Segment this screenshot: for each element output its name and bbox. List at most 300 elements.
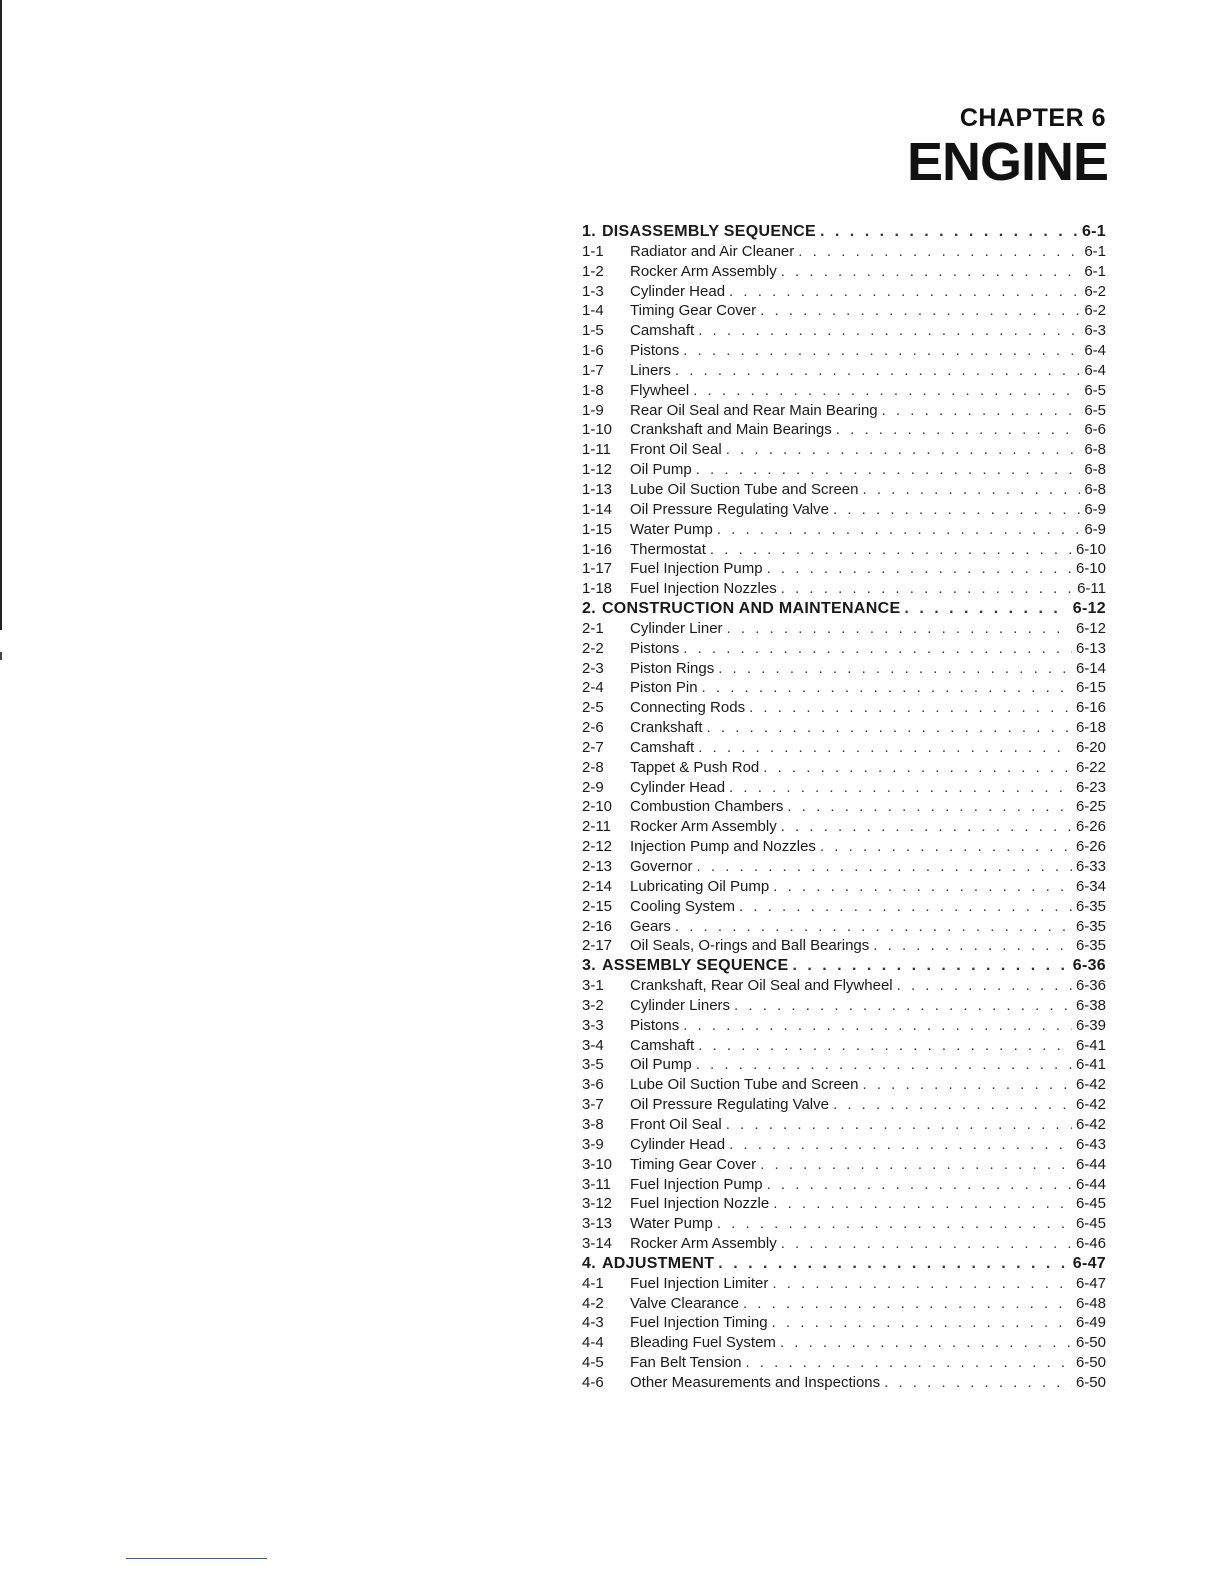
toc-leader-dots	[696, 460, 1081, 480]
toc-entry-number: 2-11	[582, 818, 611, 836]
toc-leader-dots	[882, 401, 1081, 421]
toc-entry-page: 6-1	[1084, 242, 1106, 260]
toc-entry-title: Fuel Injection Timing	[630, 1314, 768, 1332]
toc-entry-title: Governor	[630, 858, 693, 875]
toc-item-row	[582, 936, 1106, 956]
toc-leader-dots	[745, 1353, 1072, 1373]
toc-leader-dots	[729, 282, 1080, 302]
toc-entry-title: Fuel Injection Nozzles	[630, 580, 777, 598]
toc-item-row	[582, 678, 1106, 698]
toc-entry-page: 6-8	[1084, 441, 1106, 459]
toc-leader-dots	[772, 1313, 1072, 1333]
toc-entry-page: 6-50	[1075, 1354, 1106, 1372]
toc-entry-title: Crankshaft and Main Bearings	[630, 421, 832, 439]
toc-entry-number: 3-11	[582, 1175, 611, 1193]
toc-entry-number: 1-3	[582, 282, 604, 300]
toc-entry-number: 1.	[582, 223, 596, 240]
toc-entry-number: 1-4	[582, 302, 604, 320]
toc-entry-number: 3-9	[582, 1135, 604, 1153]
toc-entry-page: 6-15	[1075, 679, 1106, 697]
toc-entry-page: 6-14	[1075, 659, 1106, 677]
toc-entry-page: 6-38	[1075, 996, 1106, 1014]
toc-entry-page: 6-46	[1075, 1235, 1106, 1253]
toc-entry-title: Cylinder Head	[630, 282, 726, 300]
toc-item-row	[582, 1075, 1106, 1095]
toc-entry-number: 2-6	[582, 719, 604, 737]
toc-leader-dots	[675, 361, 1080, 381]
toc-item-row	[582, 1095, 1106, 1115]
toc-entry-title: Cylinder Liner	[630, 619, 723, 637]
toc-entry-number: 2-9	[582, 778, 604, 796]
toc-item-row	[582, 1313, 1106, 1333]
toc-entry-page: 6-26	[1075, 838, 1106, 856]
toc-leader-dots	[727, 619, 1072, 639]
toc-entry-number: 3-1	[582, 977, 604, 995]
toc-entry-number: 2-5	[582, 699, 604, 717]
toc-entry-number: 4-5	[582, 1354, 604, 1372]
toc-item-row	[582, 520, 1106, 540]
toc-entry-title: Tappet & Push Rod	[630, 758, 760, 776]
toc-entry-page: 6-16	[1075, 699, 1106, 717]
toc-entry-number: 1-5	[582, 322, 604, 340]
toc-item-row	[582, 440, 1106, 460]
toc-item-row	[582, 341, 1106, 361]
toc-entry-title: Pistons	[630, 342, 680, 360]
toc-entry-page: 6-41	[1075, 1056, 1106, 1074]
toc-entry-title: Rear Oil Seal and Rear Main Bearing	[630, 401, 878, 419]
toc-entry-title: Fuel Injection Limiter	[630, 1274, 769, 1292]
toc-entry-page: 6-47	[1075, 1274, 1106, 1292]
toc-entry-page: 6-44	[1075, 1175, 1106, 1193]
toc-leader-dots	[726, 1115, 1072, 1135]
toc-item-row	[582, 301, 1106, 321]
toc-entry-title: Front Oil Seal	[630, 1115, 722, 1133]
toc-item-row	[582, 817, 1106, 837]
toc-entry-page: 6-25	[1075, 798, 1106, 816]
toc-entry-title: Gears	[630, 917, 671, 935]
toc-entry-title: Fuel Injection Pump	[630, 1175, 763, 1193]
toc-entry-title: Flywheel	[630, 381, 690, 399]
toc-entry-number: 2-17	[582, 937, 613, 955]
toc-entry-title: Crankshaft, Rear Oil Seal and Flywheel	[630, 977, 893, 995]
toc-leader-dots	[833, 500, 1080, 520]
toc-leader-dots	[780, 1333, 1072, 1353]
toc-leader-dots	[781, 579, 1073, 599]
toc-entry-title: Camshaft	[630, 1036, 695, 1054]
toc-entry-title: DISASSEMBLY SEQUENCE	[601, 223, 817, 240]
toc-item-row	[582, 738, 1106, 758]
toc-item-row	[582, 480, 1106, 500]
toc-item-row	[582, 321, 1106, 341]
toc-entry-page: 6-4	[1084, 361, 1106, 379]
toc-leader-dots	[702, 678, 1072, 698]
toc-section-row	[582, 956, 1106, 976]
toc-entry-number: 3-12	[582, 1195, 613, 1213]
bottom-rule	[126, 1558, 267, 1559]
toc-entry-number: 1-16	[582, 540, 613, 558]
toc-entry-page: 6-3	[1084, 322, 1106, 340]
toc-leader-dots	[884, 1373, 1072, 1393]
toc-leader-dots	[698, 738, 1072, 758]
toc-item-row	[582, 797, 1106, 817]
toc-entry-number: 3-4	[582, 1036, 604, 1054]
toc-leader-dots	[739, 897, 1072, 917]
toc-leader-dots	[683, 341, 1080, 361]
toc-item-row	[582, 718, 1106, 738]
toc-leader-dots	[904, 599, 1068, 619]
toc-item-row	[582, 1016, 1106, 1036]
toc-entry-title: Oil Pressure Regulating Valve	[630, 1096, 829, 1114]
toc-item-row	[582, 460, 1106, 480]
toc-entry-page: 6-10	[1075, 560, 1106, 578]
toc-entry-number: 1-18	[582, 580, 613, 598]
toc-entry-number: 1-2	[582, 262, 604, 280]
left-margin-rule	[0, 0, 2, 630]
toc-entry-title: Valve Clearance	[630, 1294, 739, 1312]
toc-entry-title: Oil Pump	[630, 461, 692, 479]
toc-entry-number: 3-14	[582, 1235, 613, 1253]
toc-leader-dots	[781, 1234, 1072, 1254]
toc-item-row	[582, 897, 1106, 917]
toc-entry-number: 4-2	[582, 1294, 604, 1312]
toc-entry-title: ADJUSTMENT	[601, 1254, 715, 1272]
toc-entry-title: Camshaft	[630, 738, 695, 756]
toc-entry-page: 6-5	[1084, 401, 1106, 419]
toc-entry-number: 2-7	[582, 738, 604, 756]
toc-leader-dots	[683, 639, 1072, 659]
toc-entry-page: 6-23	[1075, 778, 1106, 796]
toc-entry-number: 2-2	[582, 639, 604, 657]
toc-leader-dots	[781, 817, 1072, 837]
toc-entry-title: Water Pump	[630, 520, 713, 538]
toc-item-row	[582, 758, 1106, 778]
toc-entry-number: 4-3	[582, 1314, 604, 1332]
toc-entry-page: 6-4	[1084, 342, 1106, 360]
toc-entry-number: 3-8	[582, 1115, 604, 1133]
toc-item-row	[582, 837, 1106, 857]
toc-entry-number: 3-3	[582, 1016, 604, 1034]
toc-entry-page: 6-39	[1075, 1016, 1106, 1034]
toc-leader-dots	[773, 1194, 1072, 1214]
toc-entry-title: Rocker Arm Assembly	[630, 1235, 777, 1253]
toc-leader-dots	[836, 420, 1081, 440]
toc-entry-number: 2-16	[582, 917, 613, 935]
toc-item-row	[582, 1055, 1106, 1075]
toc-leader-dots	[718, 1254, 1068, 1274]
toc-entry-title: CONSTRUCTION AND MAINTENANCE	[601, 600, 901, 618]
toc-leader-dots	[717, 520, 1081, 540]
toc-entry-page: 6-5	[1084, 381, 1106, 399]
toc-leader-dots	[707, 718, 1072, 738]
toc-leader-dots	[710, 540, 1072, 560]
toc-leader-dots	[897, 976, 1072, 996]
toc-entry-number: 1-1	[582, 242, 604, 260]
toc-item-row	[582, 1353, 1106, 1373]
toc-entry-number: 4-1	[582, 1274, 604, 1292]
toc-entry-page: 6-8	[1084, 461, 1106, 479]
toc-entry-title: Fan Belt Tension	[630, 1354, 742, 1372]
toc-entry-page: 6-20	[1075, 738, 1106, 756]
toc-entry-number: 1-17	[582, 560, 613, 578]
toc-entry-title: Timing Gear Cover	[630, 1155, 757, 1173]
toc-entry-title: Camshaft	[630, 322, 695, 340]
toc-section-row	[582, 1254, 1106, 1274]
toc-entry-page: 6-10	[1075, 540, 1106, 558]
toc-entry-title: Lubricating Oil Pump	[630, 877, 770, 895]
toc-leader-dots	[792, 956, 1068, 976]
toc-entry-page: 6-1	[1081, 223, 1106, 240]
toc-entry-number: 1-8	[582, 381, 604, 399]
toc-entry-number: 2-13	[582, 858, 613, 875]
chapter-label: CHAPTER 6	[959, 104, 1106, 132]
toc-entry-page: 6-34	[1075, 877, 1106, 895]
left-margin-mark	[0, 652, 2, 660]
toc-entry-page: 6-2	[1084, 282, 1106, 300]
toc-item-row	[582, 659, 1106, 679]
toc-entry-number: 2.	[582, 600, 596, 618]
toc-entry-title: Piston Pin	[630, 679, 698, 697]
toc-item-row	[582, 500, 1106, 520]
toc-item-row	[582, 1036, 1106, 1056]
toc-entry-number: 1-12	[582, 461, 613, 479]
toc-leader-dots	[760, 301, 1080, 321]
toc-entry-number: 2-14	[582, 877, 613, 895]
toc-leader-dots	[749, 698, 1072, 718]
toc-entry-number: 4-4	[582, 1334, 604, 1352]
toc-entry-title: Front Oil Seal	[630, 441, 722, 459]
toc-entry-number: 2-3	[582, 659, 604, 677]
toc-entry-number: 4.	[582, 1254, 596, 1272]
toc-leader-dots	[726, 440, 1081, 460]
toc-item-row	[582, 420, 1106, 440]
toc-item-row	[582, 917, 1106, 937]
toc-entry-number: 1-7	[582, 361, 604, 379]
toc-item-row	[582, 976, 1106, 996]
toc-entry-page: 6-22	[1075, 758, 1106, 776]
toc-leader-dots	[863, 480, 1081, 500]
toc-leader-dots	[760, 1155, 1072, 1175]
toc-item-row	[582, 361, 1106, 381]
toc-entry-page: 6-13	[1075, 639, 1106, 657]
toc-leader-dots	[873, 936, 1072, 956]
toc-entry-page: 6-45	[1075, 1215, 1106, 1233]
toc-leader-dots	[767, 559, 1072, 579]
toc-entry-page: 6-6	[1084, 421, 1106, 439]
toc-entry-title: Oil Pressure Regulating Valve	[630, 500, 829, 518]
toc-leader-dots	[675, 917, 1072, 937]
toc-entry-page: 6-18	[1075, 719, 1106, 737]
toc-entry-title: Cooling System	[630, 897, 736, 915]
toc-entry-page: 6-2	[1084, 302, 1106, 320]
toc-item-row	[582, 1333, 1106, 1353]
toc-entry-number: 3-2	[582, 996, 604, 1014]
toc-item-row	[582, 1135, 1106, 1155]
toc-entry-number: 3-13	[582, 1215, 613, 1233]
toc-entry-number: 1-14	[582, 500, 613, 518]
toc-entry-title: Fuel Injection Nozzle	[630, 1195, 770, 1213]
toc-entry-title: Combustion Chambers	[630, 798, 784, 816]
toc-entry-number: 1-9	[582, 401, 604, 419]
toc-entry-page: 6-12	[1075, 619, 1106, 637]
toc-entry-page: 6-26	[1075, 818, 1106, 836]
toc-item-row	[582, 778, 1106, 798]
toc-entry-page: 6-42	[1075, 1096, 1106, 1114]
toc-leader-dots	[734, 996, 1072, 1016]
table-of-contents	[582, 222, 1106, 1393]
toc-entry-page: 6-9	[1084, 520, 1106, 538]
toc-leader-dots	[820, 222, 1078, 242]
toc-leader-dots	[698, 321, 1080, 341]
toc-leader-dots	[772, 1274, 1072, 1294]
toc-entry-number: 4-6	[582, 1373, 604, 1391]
toc-item-row	[582, 1234, 1106, 1254]
toc-leader-dots	[683, 1016, 1072, 1036]
toc-entry-number: 2-10	[582, 798, 613, 816]
toc-entry-title: Cylinder Liners	[630, 996, 731, 1014]
toc-item-row	[582, 282, 1106, 302]
toc-entry-page: 6-35	[1075, 897, 1106, 915]
toc-entry-title: Radiator and Air Cleaner	[630, 242, 795, 260]
toc-item-row	[582, 857, 1106, 877]
toc-entry-title: Rocker Arm Assembly	[630, 818, 777, 836]
toc-entry-number: 2-12	[582, 838, 613, 856]
toc-entry-title: Piston Rings	[630, 659, 715, 677]
toc-entry-page: 6-45	[1075, 1195, 1106, 1213]
toc-entry-title: Thermostat	[630, 540, 706, 558]
toc-entry-number: 1-15	[582, 520, 613, 538]
toc-entry-number: 2-1	[582, 619, 604, 637]
toc-item-row	[582, 1115, 1106, 1135]
toc-leader-dots	[729, 778, 1072, 798]
toc-item-row	[582, 381, 1106, 401]
toc-item-row	[582, 877, 1106, 897]
toc-section-row	[582, 599, 1106, 619]
toc-entry-number: 1-11	[582, 441, 611, 459]
toc-leader-dots	[717, 1214, 1072, 1234]
toc-entry-number: 3-5	[582, 1056, 604, 1074]
toc-entry-title: Rocker Arm Assembly	[630, 262, 777, 280]
toc-leader-dots	[729, 1135, 1072, 1155]
toc-entry-page: 6-43	[1075, 1135, 1106, 1153]
toc-leader-dots	[833, 1095, 1072, 1115]
toc-leader-dots	[767, 1175, 1072, 1195]
toc-entry-page: 6-36	[1075, 977, 1106, 995]
toc-entry-page: 6-47	[1072, 1254, 1106, 1272]
toc-section-row	[582, 222, 1106, 242]
toc-entry-title: Pistons	[630, 639, 680, 657]
toc-entry-page: 6-9	[1084, 500, 1106, 518]
toc-leader-dots	[696, 1055, 1072, 1075]
toc-entry-page: 6-50	[1075, 1334, 1106, 1352]
toc-item-row	[582, 1294, 1106, 1314]
toc-entry-page: 6-36	[1072, 957, 1106, 975]
toc-entry-number: 3-10	[582, 1155, 613, 1173]
toc-entry-title: Fuel Injection Pump	[630, 560, 763, 578]
toc-leader-dots	[863, 1075, 1072, 1095]
toc-item-row	[582, 1373, 1106, 1393]
toc-leader-dots	[763, 758, 1072, 778]
toc-entry-title: Water Pump	[630, 1215, 713, 1233]
toc-entry-title: Oil Pump	[630, 1056, 692, 1074]
toc-leader-dots	[787, 797, 1072, 817]
toc-leader-dots	[773, 877, 1072, 897]
toc-entry-title: Lube Oil Suction Tube and Screen	[630, 1076, 859, 1094]
toc-entry-page: 6-8	[1084, 480, 1106, 498]
toc-leader-dots	[697, 857, 1072, 877]
toc-leader-dots	[820, 837, 1072, 857]
toc-item-row	[582, 1155, 1106, 1175]
toc-entry-number: 1-6	[582, 342, 604, 360]
toc-entry-page: 6-48	[1075, 1294, 1106, 1312]
toc-entry-number: 3.	[582, 957, 596, 975]
toc-item-row	[582, 559, 1106, 579]
toc-leader-dots	[798, 242, 1080, 262]
toc-item-row	[582, 579, 1106, 599]
toc-entry-page: 6-42	[1075, 1115, 1106, 1133]
toc-item-row	[582, 262, 1106, 282]
toc-item-row	[582, 996, 1106, 1016]
toc-entry-title: Injection Pump and Nozzles	[630, 838, 816, 856]
toc-entry-title: Other Measurements and Inspections	[630, 1373, 881, 1391]
toc-entry-title: Lube Oil Suction Tube and Screen	[630, 480, 859, 498]
toc-entry-number: 2-8	[582, 758, 604, 776]
toc-item-row	[582, 242, 1106, 262]
toc-item-row	[582, 698, 1106, 718]
toc-entry-page: 6-41	[1075, 1036, 1106, 1054]
toc-entry-page: 6-33	[1075, 858, 1106, 875]
toc-item-row	[582, 401, 1106, 421]
toc-item-row	[582, 619, 1106, 639]
toc-entry-page: 6-12	[1072, 600, 1106, 618]
toc-leader-dots	[743, 1294, 1072, 1314]
toc-entry-title: Crankshaft	[630, 719, 703, 737]
toc-entry-page: 6-1	[1084, 262, 1106, 280]
toc-entry-title: Connecting Rods	[630, 699, 746, 717]
toc-entry-page: 6-42	[1075, 1076, 1106, 1094]
toc-leader-dots	[718, 659, 1072, 679]
toc-entry-title: ASSEMBLY SEQUENCE	[601, 957, 789, 975]
toc-entry-page: 6-35	[1075, 937, 1106, 955]
toc-leader-dots	[781, 262, 1081, 282]
toc-entry-page: 6-50	[1075, 1373, 1106, 1391]
toc-entry-page: 6-11	[1077, 580, 1106, 598]
toc-item-row	[582, 1214, 1106, 1234]
toc-entry-title: Oil Seals, O-rings and Ball Bearings	[630, 937, 870, 955]
toc-item-row	[582, 1175, 1106, 1195]
toc-entry-title: Cylinder Head	[630, 1135, 726, 1153]
toc-entry-number: 3-6	[582, 1076, 604, 1094]
chapter-title: ENGINE	[906, 132, 1108, 192]
toc-item-row	[582, 1274, 1106, 1294]
toc-entry-number: 2-15	[582, 897, 613, 915]
toc-item-row	[582, 1194, 1106, 1214]
toc-item-row	[582, 540, 1106, 560]
toc-entry-number: 2-4	[582, 679, 604, 697]
toc-entry-title: Cylinder Head	[630, 778, 726, 796]
toc-entry-title: Pistons	[630, 1016, 680, 1034]
toc-entry-page: 6-49	[1075, 1314, 1106, 1332]
toc-leader-dots	[698, 1036, 1072, 1056]
toc-item-row	[582, 639, 1106, 659]
toc-entry-page: 6-35	[1075, 917, 1106, 935]
toc-entry-title: Bleading Fuel System	[630, 1334, 776, 1352]
toc-leader-dots	[693, 381, 1080, 401]
toc-entry-page: 6-44	[1075, 1155, 1106, 1173]
toc-entry-title: Timing Gear Cover	[630, 302, 757, 320]
toc-entry-title: Liners	[630, 361, 671, 379]
toc-entry-number: 3-7	[582, 1096, 604, 1114]
toc-entry-number: 1-10	[582, 421, 613, 439]
